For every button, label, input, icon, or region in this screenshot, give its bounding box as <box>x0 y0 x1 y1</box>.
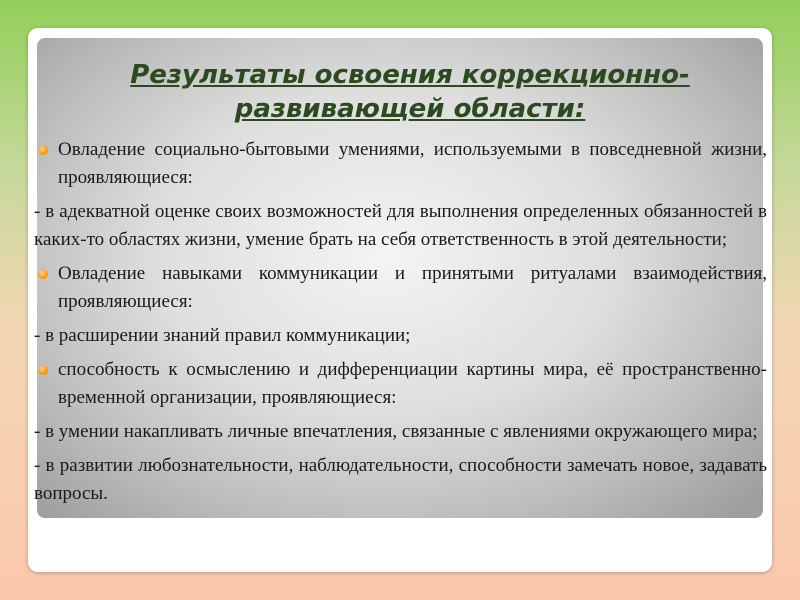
bullet-dot-icon <box>38 269 48 279</box>
bullet-paragraph-1 <box>34 136 767 192</box>
bullet-dot-icon <box>38 145 48 155</box>
paragraph-text: - в умении накапливать личные впечатления, связанные с явлениями окружающего мира; <box>34 421 758 442</box>
paragraph-text: - в развитии любознательности, наблюдательности, способности замечать новое, задавать вопросы. <box>34 455 767 504</box>
paragraph-text: Овладение социально-бытовыми умениями, используемыми в повседневной жизни, проявляющиеся: <box>58 139 767 188</box>
dash-paragraph-1 <box>34 198 767 254</box>
paragraph-text: способность к осмыслению и дифференциации картины мира, её пространственно-временной организации, проявляющиеся: <box>58 359 767 408</box>
dash-paragraph-3 <box>34 418 767 446</box>
slide-body <box>34 136 767 514</box>
dash-paragraph-2 <box>34 322 767 350</box>
paragraph-text: - в адекватной оценке своих возможностей для выполнения определенных обязанностей в каких-то областях жизни, умение брать на себя ответственность в этой деятельности; <box>34 201 767 250</box>
bullet-paragraph-3 <box>34 356 767 412</box>
paragraph-text: - в расширении знаний правил коммуникации; <box>34 325 411 346</box>
bullet-paragraph-2 <box>34 260 767 316</box>
dash-paragraph-4 <box>34 452 767 508</box>
bullet-dot-icon <box>38 365 48 375</box>
slide-title: Результаты освоения коррекционно-развивающей области: <box>130 60 690 124</box>
paragraph-text: Овладение навыками коммуникации и принятыми ритуалами взаимодействия, проявляющиеся: <box>58 263 767 312</box>
